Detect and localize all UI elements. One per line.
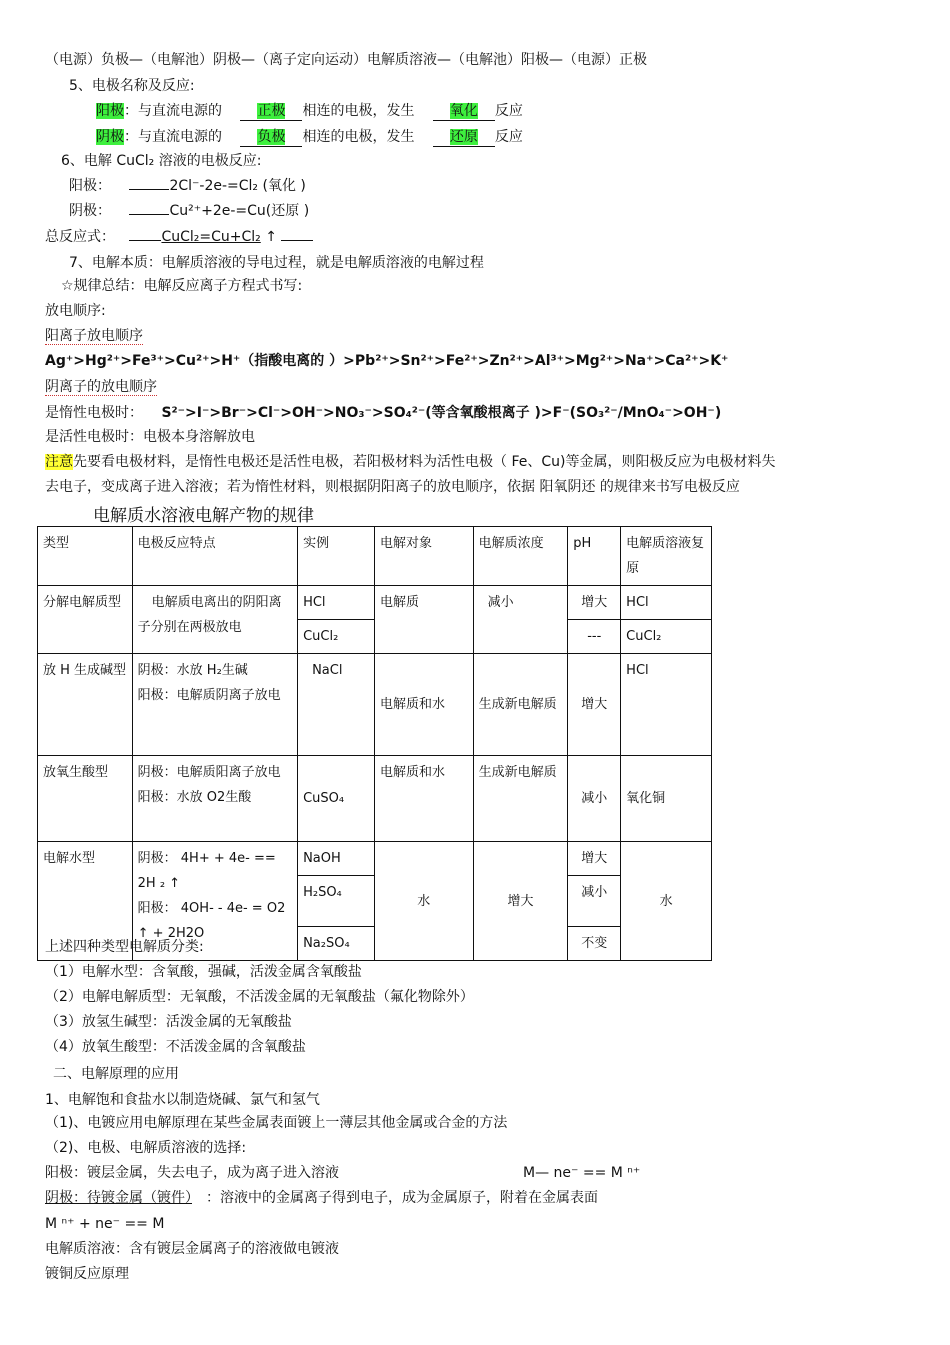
electrode-selection: （2)、电极、电解质溶液的选择:: [45, 1140, 247, 1156]
active-electrode-note: 是活性电极时：电极本身溶解放电: [45, 429, 255, 445]
plating-cathode-equation: M ⁿ⁺ + ne⁻ == M: [45, 1216, 165, 1232]
cation-order: Ag⁺>Hg²⁺>Fe³⁺>Cu²⁺>H⁺（指酸电离的 ）>Pb²⁺>Sn²⁺>Fe²⁺>Zn²⁺>Al³⁺>Mg²⁺>Na⁺>Ca²⁺>K⁺: [45, 353, 729, 369]
cathode-equation: 阴极： Cu²⁺+2e-=Cu(还原 ): [69, 203, 310, 219]
class-item-4: （4）放氧生酸型：不活泼金属的含氧酸盐: [45, 1039, 306, 1055]
app-item-1: 1、电解饱和食盐水以制造烧碱、氯气和氢气: [45, 1092, 320, 1108]
anode-reaction: 氧化: [449, 103, 478, 119]
header-restore: 电解质溶液复原: [621, 527, 712, 586]
plating-cathode: 阴极：待镀金属（镀件） ：溶液中的金属离子得到电子，成为金属原子，附着在金属表面: [45, 1190, 598, 1206]
header-object: 电解对象: [374, 527, 473, 586]
section-applications: 二、电解原理的应用: [53, 1066, 179, 1082]
plating-anode: 阳极：镀层金属，失去电子，成为离子进入溶液: [45, 1165, 339, 1181]
cathode-definition: 阴极：与直流电源的 负极 相连的电极，发生 还原 反应: [96, 129, 523, 145]
total-equation: 总反应式： CuCl₂=Cu+Cl₂ ↑: [45, 228, 313, 246]
cathode-reaction: 还原: [449, 129, 478, 145]
classification-heading: 上述四种类型电解质分类:: [45, 939, 204, 955]
table-row: 分解电解质型 电解质电离出的阴阳离子分别在两极放电 HCl 电解质 减小 增大 HCl: [38, 586, 712, 620]
note-line-2: 去电子，变成离子进入溶液；若为惰性材料，则根据阴阳离子的放电顺序，依据 阳氧阴还 的规律来书写电极反应: [45, 479, 740, 495]
anode-label: 阳极: [96, 103, 124, 119]
header-concentration: 电解质浓度: [473, 527, 568, 586]
anode-equation: 阳极： 2Cl⁻-2e-=Cl₂ (氧化 ): [69, 178, 306, 194]
cathode-label: 阴极: [96, 129, 124, 145]
anion-order-label: 阴离子的放电顺序: [45, 379, 157, 395]
plating-definition: （1)、电镀应用电解原理在某些金属表面镀上一薄层其他金属或合金的方法: [45, 1115, 508, 1131]
electrolysis-essence: 7、电解本质：电解质溶液的导电过程，就是电解质溶液的电解过程: [69, 255, 484, 271]
header-feature: 电极反应特点: [132, 527, 297, 586]
anode-pole: 正极: [257, 103, 286, 119]
class-item-3: （3）放氢生碱型：活泼金属的无氧酸盐: [45, 1014, 292, 1030]
header-example: 实例: [298, 527, 375, 586]
table-row: H₂SO₄ 减小: [38, 876, 712, 927]
header-ph: pH: [568, 527, 621, 586]
header-type: 类型: [38, 527, 133, 586]
discharge-order-label: 放电顺序:: [45, 303, 106, 319]
class-item-2: （2）电解电解质型：无氧酸，不活泼金属的无氧酸盐（氟化物除外）: [45, 989, 474, 1005]
class-item-1: （1）电解水型：含氧酸，强碱，活泼金属含氧酸盐: [45, 964, 362, 980]
table-row: 放氧生酸型 阴极：电解质阳离子放电 阳极：水放 O2生酸 CuSO₄ 电解质和水 生成新电解质 减小 氧化铜: [38, 756, 712, 842]
note-line-1: 注意先要看电极材料，是惰性电极还是活性电极，若阳极材料为活性电极（ Fe、Cu)等金属，则阳极反应为电极材料失: [45, 454, 776, 470]
table-row: Na₂SO₄ 不变: [38, 927, 712, 961]
anode-definition: 阳极：与直流电源的 正极 相连的电极，发生 氧化 反应: [96, 103, 523, 119]
heading-cucl2: 6、电解 CuCl₂ 溶液的电极反应:: [61, 153, 262, 169]
copper-plating-principle: 镀铜反应原理: [45, 1266, 129, 1282]
table-row: 电解水型 阴极： 4H+ + 4e- == 2H ₂ ↑ 阳极： 4OH- - 4e- = O2 ↑ + 2H2O NaOH 水 增大 增大 水: [38, 842, 712, 876]
cation-order-label: 阳离子放电顺序: [45, 328, 143, 344]
table-title: 电解质水溶液电解产物的规律: [93, 506, 314, 526]
table-header-row: [38, 527, 712, 586]
note-label: 注意: [45, 454, 73, 470]
inert-electrode-order: 是惰性电极时： S²⁻>I⁻>Br⁻>Cl⁻>OH⁻>NO₃⁻>SO₄²⁻(等含氧酸根离子 )>F⁻(SO₃²⁻/MnO₄⁻>OH⁻): [45, 405, 722, 421]
rule-summary: ☆规律总结：电解反应离子方程式书写:: [61, 278, 303, 294]
plating-electrolyte: 电解质溶液：含有镀层金属离子的溶液做电镀液: [45, 1241, 339, 1257]
cathode-pole: 负极: [257, 129, 286, 145]
line-electron-path: （电源）负极—（电解池）阴极—（离子定向运动）电解质溶液—（电解池）阳极—（电源）正极: [45, 52, 647, 68]
table-row: CuCl₂ --- CuCl₂: [38, 620, 712, 654]
table-row: 放 H 生成碱型 阴极：水放 H₂生碱 阳极：电解质阴离子放电 NaCl 电解质和水 生成新电解质 增大 HCl: [38, 654, 712, 756]
heading-electrode-names: 5、电极名称及反应:: [69, 78, 195, 94]
electrolysis-table: [37, 526, 712, 961]
plating-anode-equation: M— ne⁻ == M ⁿ⁺: [523, 1165, 641, 1181]
